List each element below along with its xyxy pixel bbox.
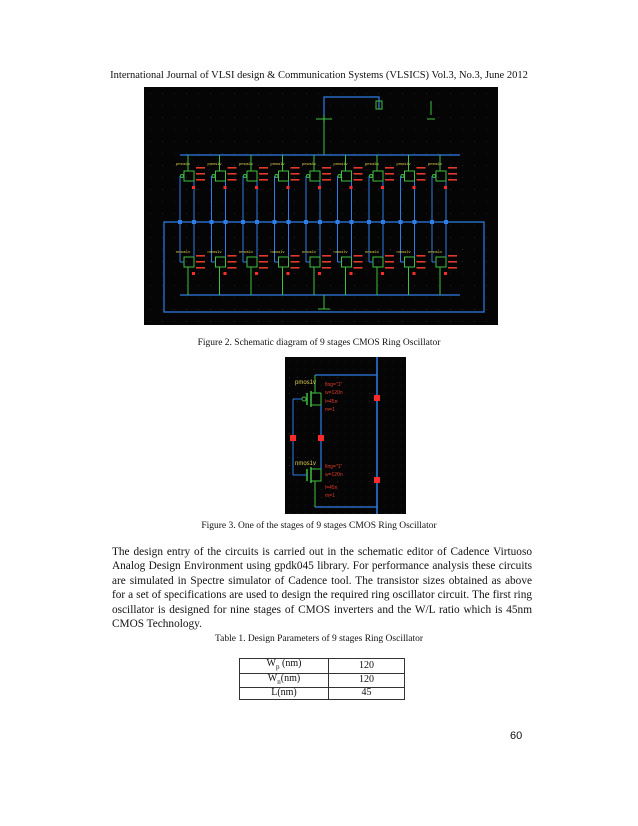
table-caption: Table 1. Design Parameters of 9 stages Ring Oscillator	[214, 634, 424, 644]
nmos-label: nmos1v	[333, 249, 348, 254]
pmos-label: pmos1v	[396, 161, 411, 166]
body-paragraph: The design entry of the circuits is carried out in the schematic editor of Cadence Virtuoso Analog Design Environment using gpdk045 library. For performance analysis these circuits are simulated in Spectre simulator of Cadence tool. The transistor sizes obtained as above for a set of specifications are used to design the required ring oscillator circuit. The first ring oscillator is designed for nine stages of CMOS inverters and the W/L ratio which is 45nm CMOS Technology.	[112, 546, 532, 631]
table-row	[240, 688, 405, 700]
figure-3-caption: Figure 3. One of the stages of 9 stages CMOS Ring Oscillator	[201, 521, 437, 531]
param-cell: L(nm)	[240, 688, 329, 700]
fig3-pmos-w: w=120n	[325, 390, 343, 396]
nmos-label: nmos1v	[302, 249, 317, 254]
design-parameters-table	[239, 658, 405, 700]
pmos-label: pmos1v	[428, 161, 443, 166]
table-row	[240, 673, 405, 688]
inverter-stage-schematic	[285, 357, 406, 514]
pmos-label: pmos1v	[365, 161, 380, 166]
value-cell: 45	[329, 688, 405, 700]
pmos-label: pmos1v	[302, 161, 317, 166]
fig3-nmos-w: w=120n	[325, 472, 343, 478]
fig3-pmos-m: m=1	[325, 407, 335, 413]
fig3-nmos-m: m=1	[325, 493, 335, 499]
pmos-label: pmos1v	[239, 161, 254, 166]
pmos-label: pmos1v	[207, 161, 222, 166]
fig3-pmos-fing: fing="1"	[325, 382, 343, 388]
fig3-nmos-label: nmos1v	[295, 461, 317, 467]
fig3-pmos-l: l=45n	[325, 399, 338, 405]
pmos-label: pmos1v	[270, 161, 285, 166]
figure-2-schematic	[144, 87, 498, 325]
nmos-label: nmos1v	[239, 249, 254, 254]
fig3-nmos-l: l=45n	[325, 485, 338, 491]
value-cell: 120	[329, 673, 405, 688]
param-cell: $W_n(nm)$	[240, 673, 329, 688]
fig3-nmos-fing: fing="1"	[325, 464, 343, 470]
nmos-label: nmos1v	[396, 249, 411, 254]
nmos-label: nmos1v	[365, 249, 380, 254]
figure-3-stage	[285, 357, 406, 514]
pmos-label: pmos1v	[176, 161, 191, 166]
journal-header: International Journal of VLSI design & Communication Systems (VLSICS) Vol.3, No.3, June 2012	[110, 70, 528, 81]
value-cell: 120	[329, 659, 405, 674]
nmos-label: nmos1v	[270, 249, 285, 254]
nmos-label: nmos1v	[176, 249, 191, 254]
ring-oscillator-schematic	[144, 87, 498, 325]
nmos-label: nmos1v	[207, 249, 222, 254]
pmos-label: pmos1v	[333, 161, 348, 166]
figure-2-caption: Figure 2. Schematic diagram of 9 stages CMOS Ring Oscillator	[197, 338, 441, 348]
param-cell: $W_p$ (nm)	[240, 659, 329, 674]
table-row	[240, 659, 405, 674]
page-number: 60	[510, 730, 523, 742]
fig3-pmos-label: pmos1v	[295, 380, 317, 386]
nmos-label: nmos1v	[428, 249, 443, 254]
